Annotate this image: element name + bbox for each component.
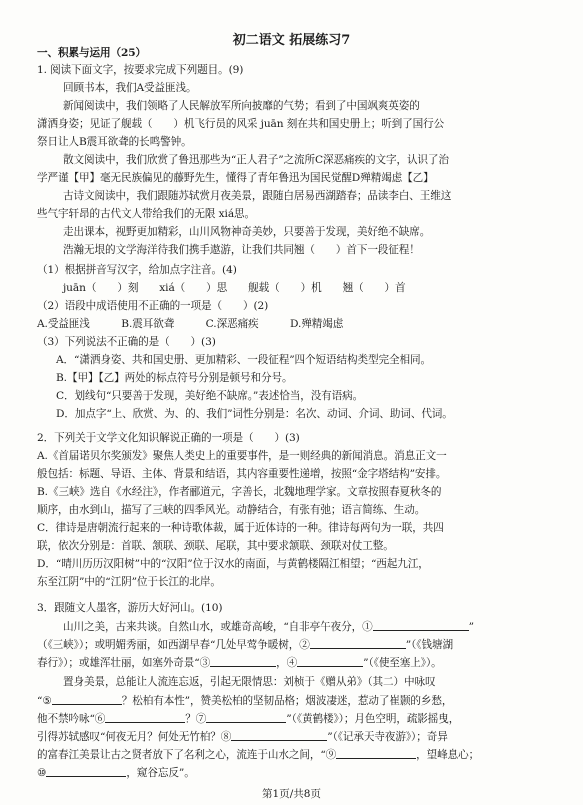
passage-line: 浩瀚无垠的文学海洋待我们携手遨游，让我们共同翘（ ）首下一段征程！ (63, 244, 420, 256)
q2-option-a: A.《首届诺贝尔奖颁发》聚焦人类史上的重要事件，是一则经典的新闻消息。消息正文一 (37, 450, 447, 462)
q3-text: ，望峰息心； (416, 749, 480, 761)
sub-question-2: （2）语段中成语使用不正确的一项是（ ）(2) (37, 300, 269, 312)
q3-line (63, 620, 474, 634)
q3-text: ” (468, 621, 474, 633)
q3-line (37, 748, 479, 762)
sub-question-1: （1）根据拼音写汉字，给加点字注音。(4) (37, 264, 237, 276)
answer-blank[interactable] (336, 748, 416, 759)
q3-text: 山川之美，古来共谈。自然山水，或雄奇高峻，“自非亭午夜分，① (63, 621, 373, 633)
q3-line (37, 712, 459, 726)
q2-option-c: C．律诗是唐朝流行起来的一种诗歌体裁，属于近体诗的一种。律诗每两句为一联，共四 (37, 522, 444, 534)
q3-line (37, 656, 442, 670)
q2-option-b: B.《三峡》选自《水经注》，作者郦道元，字善长，北魏地理学家。文章按照春夏秋冬的 (37, 486, 442, 498)
page-title: 初二语文 拓展练习7 (232, 33, 351, 48)
q3-text: ，④ (276, 657, 298, 669)
passage-line: 新闻阅读中，我们领略了人民解放军所向披靡的气势；看到了中国飒爽英姿的 (63, 100, 420, 112)
passage-line: 学严谨【甲】毫无民族偏见的藤野先生，懂得了青年鲁迅为国民觉醒D殚精竭虑【乙】 (37, 172, 434, 184)
answer-blank[interactable] (310, 638, 406, 649)
answer-blank[interactable] (52, 694, 122, 705)
passage-line: 些气宇轩昂的古代文人带给我们的无限 xiá思。 (37, 208, 256, 220)
passage-line-underlined-sentence: 走出课本，视野更加精彩，山川风物神奇美妙，只要善于发现，美好绝不缺席。 (63, 226, 431, 238)
q3-text: ”（《使至塞上》）。 (363, 657, 442, 669)
option-a: A．“潇洒身姿、共和国史册、更加精彩、一段征程”四个短语结构类型完全相同。 (56, 354, 431, 366)
question-1-stem: 1. 阅读下面文字，按要求完成下列题目。(9) (37, 64, 244, 76)
q3-line (37, 766, 195, 780)
passage-line: 散文阅读中，我们欣赏了鲁迅那些为“正人君子”之流所C深恶痛疾的文字，认识了治 (63, 154, 449, 166)
passage-line: 回顾书本，我们A受益匪浅。 (63, 82, 197, 94)
q3-text: “⑤ (37, 695, 52, 707)
q3-text: ”（《记承天寺夜游》）；奇异 (327, 731, 448, 743)
option-d: D．加点字“上、欣赏、为、的、我们”词性分别是：名次、动词、介词、助词、代词。 (56, 408, 453, 420)
q3-text: （《三峡》）；或明媚秀丽，如西湖早春“几处早莺争暖树，② (37, 639, 310, 651)
q3-text: ”（《钱塘湖 (405, 639, 453, 651)
question-2-stem: 2．下列关于文学文化知识解说正确的一项是（ ）(3) (37, 432, 300, 444)
q3-text: 引得苏轼感叹“何夜无月？何处无竹柏？⑧ (37, 731, 232, 743)
q2-option-d: D．“晴川历历汉阳树”中的“汉阳”位于汉水的南面，与黄鹤楼隔江相望；“西起九江， (37, 558, 429, 570)
q3-text: 的富春江美景让古之贤者放下了名利之心，流连于山水之间，“⑨ (37, 749, 337, 761)
answer-blank[interactable] (210, 656, 276, 667)
passage-line: 古诗文阅读中，我们跟随苏轼赏月夜美景，跟随白居易西湖踏春；品读李白、王维这 (63, 190, 452, 202)
page-number: 第1页/共8页 (262, 788, 321, 800)
answer-blank[interactable] (46, 766, 126, 777)
q3-text: ？⑦ (185, 713, 207, 725)
option-c: C．划线句“只要善于发现，美好绝不缺席。”表述恰当，没有语病。 (56, 390, 364, 402)
q3-line (37, 638, 453, 652)
q3-text: 他不禁吟咏“⑥ (37, 713, 106, 725)
q3-text: ”（《黄鹤楼》）；月色空明，疏影摇曳， (286, 713, 460, 725)
answer-blank[interactable] (297, 656, 363, 667)
answer-blank[interactable] (231, 730, 327, 741)
q2-option-d-cont: 东至江阴”中的“江阴”位于长江的北岸。 (37, 576, 221, 588)
answer-blank[interactable] (373, 620, 469, 631)
sub-question-1-blanks: juān（ ）刻 xiá（ ）思 舰载（ ）机 翘（ ）首 (63, 282, 406, 294)
answer-blank[interactable] (206, 712, 286, 723)
option-b: B.【甲】【乙】两处的标点符号分别是顿号和分号。 (56, 372, 293, 384)
q2-option-b-cont: 顺序，由水到山，描写了三峡的四季风光。动静结合，有张有弛；语言简练、生动。 (37, 504, 426, 516)
q3-line (37, 730, 448, 744)
answer-blank[interactable] (105, 712, 185, 723)
sub-question-2-options: A.受益匪浅 B.震耳欲聋 C.深恶痛疾 D.殚精竭虑 (37, 318, 344, 330)
q3-text: ⑩ (37, 767, 47, 779)
q3-text: ？松柏有本性”，赞美松柏的坚韧品格；烟波凄迷，惹动了崔颢的乡愁， (121, 695, 453, 707)
passage-line: 潇洒身姿；见证了舰载（ ）机飞行员的风采 juān 刻在共和国史册上；听到了国行公 (37, 118, 445, 130)
q2-option-a-cont: 般包括：标题、导语、主体、背景和结语，其内容重要性递增，按照“金字塔结构”安排。 (37, 468, 447, 480)
passage-line: 祭日让人B震耳欲聋的长鸣警钟。 (37, 136, 192, 148)
section-heading: 一、积累与运用（25） (37, 47, 146, 59)
q3-line: 置身美景，总能让人流连忘返，引起无限情思：刘桢于《赠从弟》（其二）中咏叹 (63, 676, 436, 688)
q3-text: ，窥谷忘反”。 (126, 767, 195, 779)
q3-line (37, 694, 452, 708)
q3-text: 春行》）；或雄浑壮丽，如塞外奇景“③ (37, 657, 211, 669)
question-3-stem: 3．跟随文人墨客，游历大好河山。(10) (37, 602, 223, 614)
q2-option-c-cont: 联，依次分别是：首联、颔联、颈联、尾联，其中要求颔联、颈联对仗工整。 (37, 540, 394, 552)
sub-question-3: （3）下列说法不正确的是（ ）(3) (37, 336, 216, 348)
